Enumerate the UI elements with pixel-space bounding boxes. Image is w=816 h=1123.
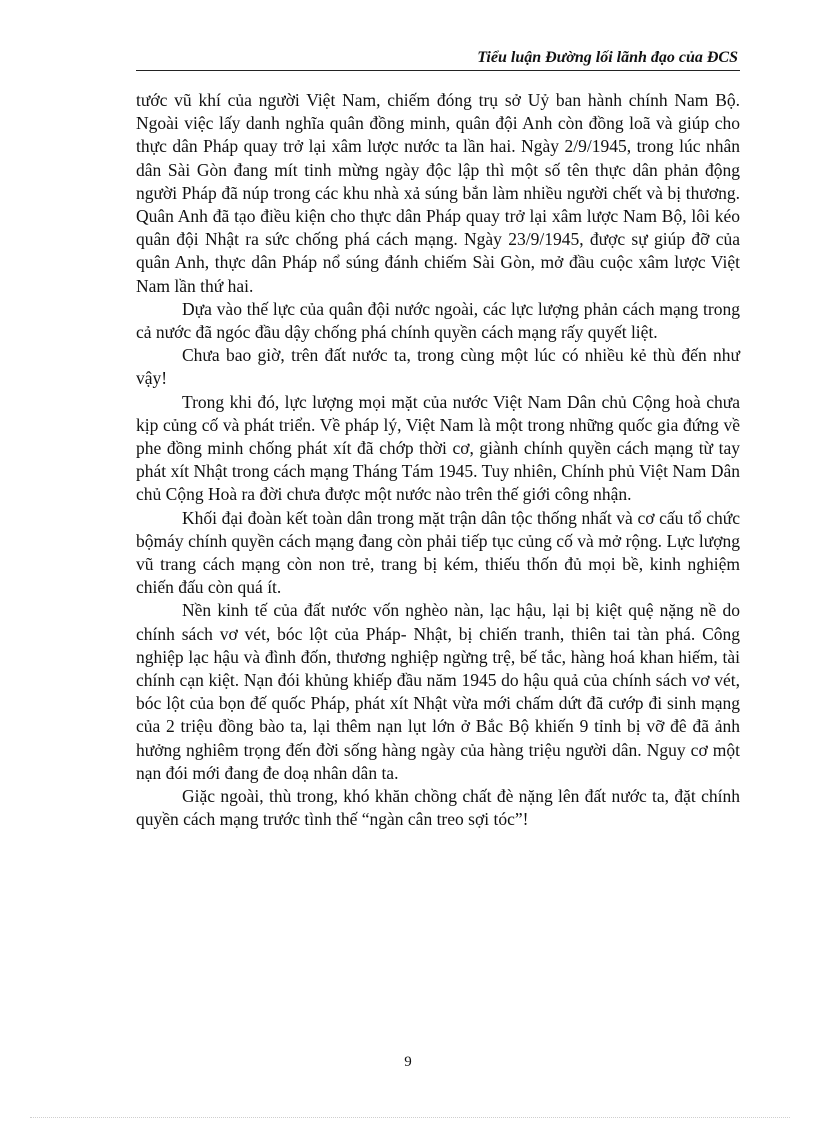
paragraph: Giặc ngoài, thù trong, khó khăn chồng chất đè nặng lên đất nước ta, đặt chính quyền cách mạng trước tình thế “ngàn cân treo sợi tóc”! (136, 786, 740, 830)
document-body (136, 89, 740, 832)
paragraph: Nền kinh tế của đất nước vốn nghèo nàn, lạc hậu, lại bị kiệt quệ nặng nề do chính sách vơ vét, bóc lột của Pháp- Nhật, bị chiến tranh, thiên tai tàn phá. Công nghiệp lạc hậu và đình đốn, thương nghiệp ngừng trệ, bế tắc, hàng hoá khan hiếm, tài chính cạn kiệt. Nạn đói khủng khiếp đầu năm 1945 do hậu quả của chính sách vơ vét, bóc lột của bọn đế quốc Pháp, phát xít Nhật vừa mới chấm dứt đã cướp đi sinh mạng của 2 triệu đồng bào ta, lại thêm nạn lụt lớn ở Bắc Bộ khiến 9 tỉnh bị vỡ đê đã ảnh hưởng nghiêm trọng đến đời sống hàng ngày của hàng triệu người dân. Nguy cơ một nạn đói mới đang đe doạ nhân dân ta. (136, 600, 740, 783)
paragraph-continuation: tước vũ khí của người Việt Nam, chiếm đóng trụ sở Uỷ ban hành chính Nam Bộ. Ngoài việc lấy danh nghĩa quân đồng minh, quân đội Anh còn đồng loã và giúp cho thực dân Pháp quay trở lại xâm lược nước ta lần hai. Ngày 2/9/1945, trong lúc nhân dân Sài Gòn đang mít tinh mừng ngày độc lập thì một số tên thực dân phản động người Pháp đã núp trong các khu nhà xả súng bắn làm nhiều người chết và bị thương. Quân Anh đã tạo điều kiện cho thực dân Pháp quay trở lại xâm lược Nam Bộ, lôi kéo quân đội Nhật ra sức chống phá cách mạng. Ngày 23/9/1945, được sự giúp đỡ của quân Anh, thực dân Pháp nổ súng đánh chiếm Sài Gòn, mở đầu cuộc xâm lược Việt Nam lần thứ hai. (136, 90, 740, 296)
page-number: 9 (404, 1054, 412, 1070)
paragraph: Trong khi đó, lực lượng mọi mặt của nước Việt Nam Dân chủ Cộng hoà chưa kịp củng cố và phát triển. Về pháp lý, Việt Nam là một trong những quốc gia đứng về phe đồng minh chống phát xít đã chớp thời cơ, giành chính quyền cách mạng từ tay phát xít Nhật trong cách mạng Tháng Tám 1945. Tuy nhiên, Chính phủ Việt Nam Dân chủ Cộng Hoà ra đời chưa được một nước nào trên thế giới công nhận. (136, 391, 740, 505)
header-title: Tiểu luận Đường lối lãnh đạo của ĐCS (477, 49, 738, 66)
paragraph: Chưa bao giờ, trên đất nước ta, trong cùng một lúc có nhiều kẻ thù đến như vậy! (136, 345, 740, 389)
paragraph: Khối đại đoàn kết toàn dân trong mặt trận dân tộc thống nhất và cơ cấu tổ chức bộmáy chính quyền cách mạng đang còn phải tiếp tục củng cố và mở rộng. Lực lượng vũ trang cách mạng còn non trẻ, trang bị kém, thiếu thốn đủ mọi bề, kinh nghiệm chiến đấu còn quá ít. (136, 507, 740, 598)
footer-divider (30, 1117, 790, 1118)
page-header (136, 46, 740, 71)
paragraph: Dựa vào thế lực của quân đội nước ngoài, các lực lượng phản cách mạng trong cả nước đã ngóc đầu dậy chống phá chính quyền cách mạng rấy quyết liệt. (136, 298, 740, 343)
